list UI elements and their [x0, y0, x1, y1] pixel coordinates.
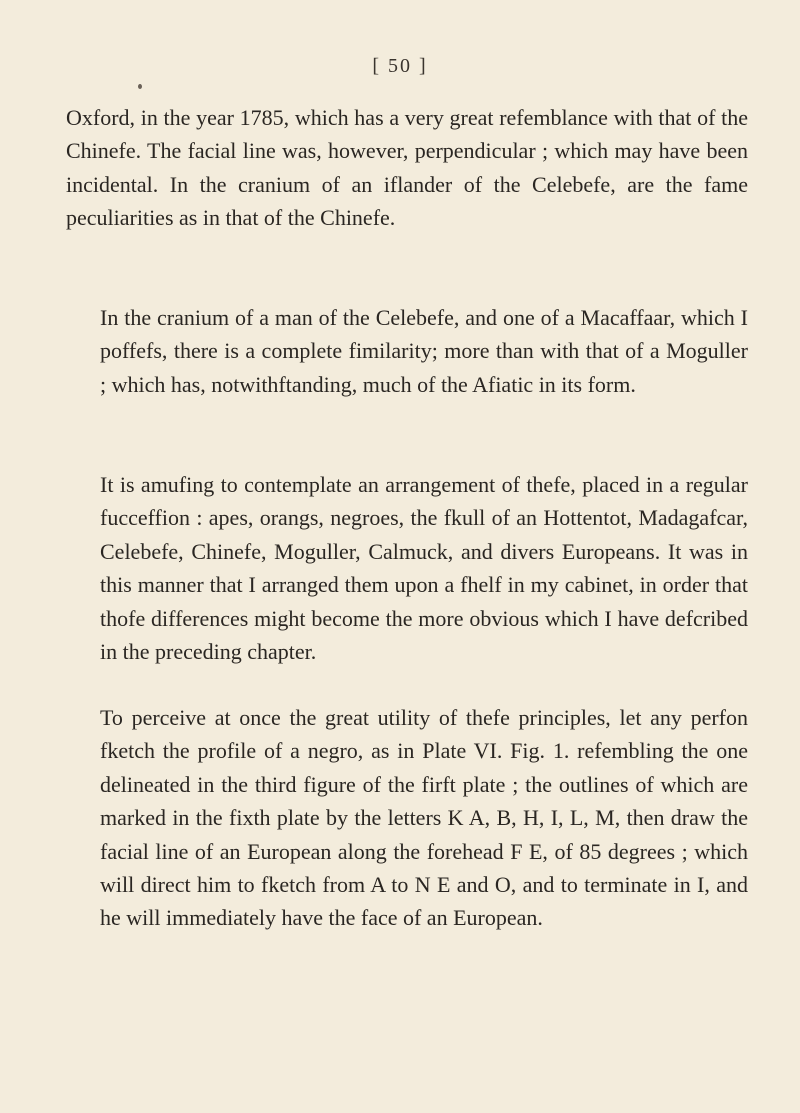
paragraph-3 — [66, 468, 748, 668]
paragraph-4 — [66, 701, 748, 935]
paragraph-text: It is amufing to contemplate an arrangement of thefe, placed in a regular fucceffion : apes, orangs, negroes, the fkull of an Hottentot, Madagafcar, Celebefe, Chinefe, Moguller, Calmuck, and divers Europeans. It was in this manner that I arranged them upon a fhelf in my cabinet, in order that thofe differences might become the more obvious which I have defcribed in the preceding chapter. — [100, 472, 748, 665]
page-number: [ 50 ] — [372, 55, 428, 77]
ink-speck — [138, 84, 142, 89]
paragraph-2 — [66, 301, 748, 401]
paragraph-text: Oxford, in the year 1785, which has a very great refemblance with that of the Chinefe. The facial line was, however, perpendicular ; which may have been incidental. In the cranium of an iflander of the Celebefe, are the fame peculiarities as in that of the Chinefe. — [66, 105, 748, 231]
paragraph-1 — [66, 101, 748, 235]
paragraph-text: To perceive at once the great utility of thefe principles, let any perfon fketch the profile of a negro, as in Plate VI. Fig. 1. refembling the one delineated in the third figure of the firft plate ; the outlines of which are marked in the fixth plate by the letters K A, B, H, I, L, M, then draw the facial line of an European along the forehead F E, of 85 degrees ; which will direct him to fketch from A to N E and O, and to terminate in I, and he will immediately have the face of an European. — [100, 705, 748, 931]
paragraph-text: In the cranium of a man of the Celebefe, and one of a Macaffaar, which I poffefs, there is a complete fimilarity; more than with that of a Moguller ; which has, notwithftanding, much of the Afiatic in its form. — [100, 305, 748, 397]
